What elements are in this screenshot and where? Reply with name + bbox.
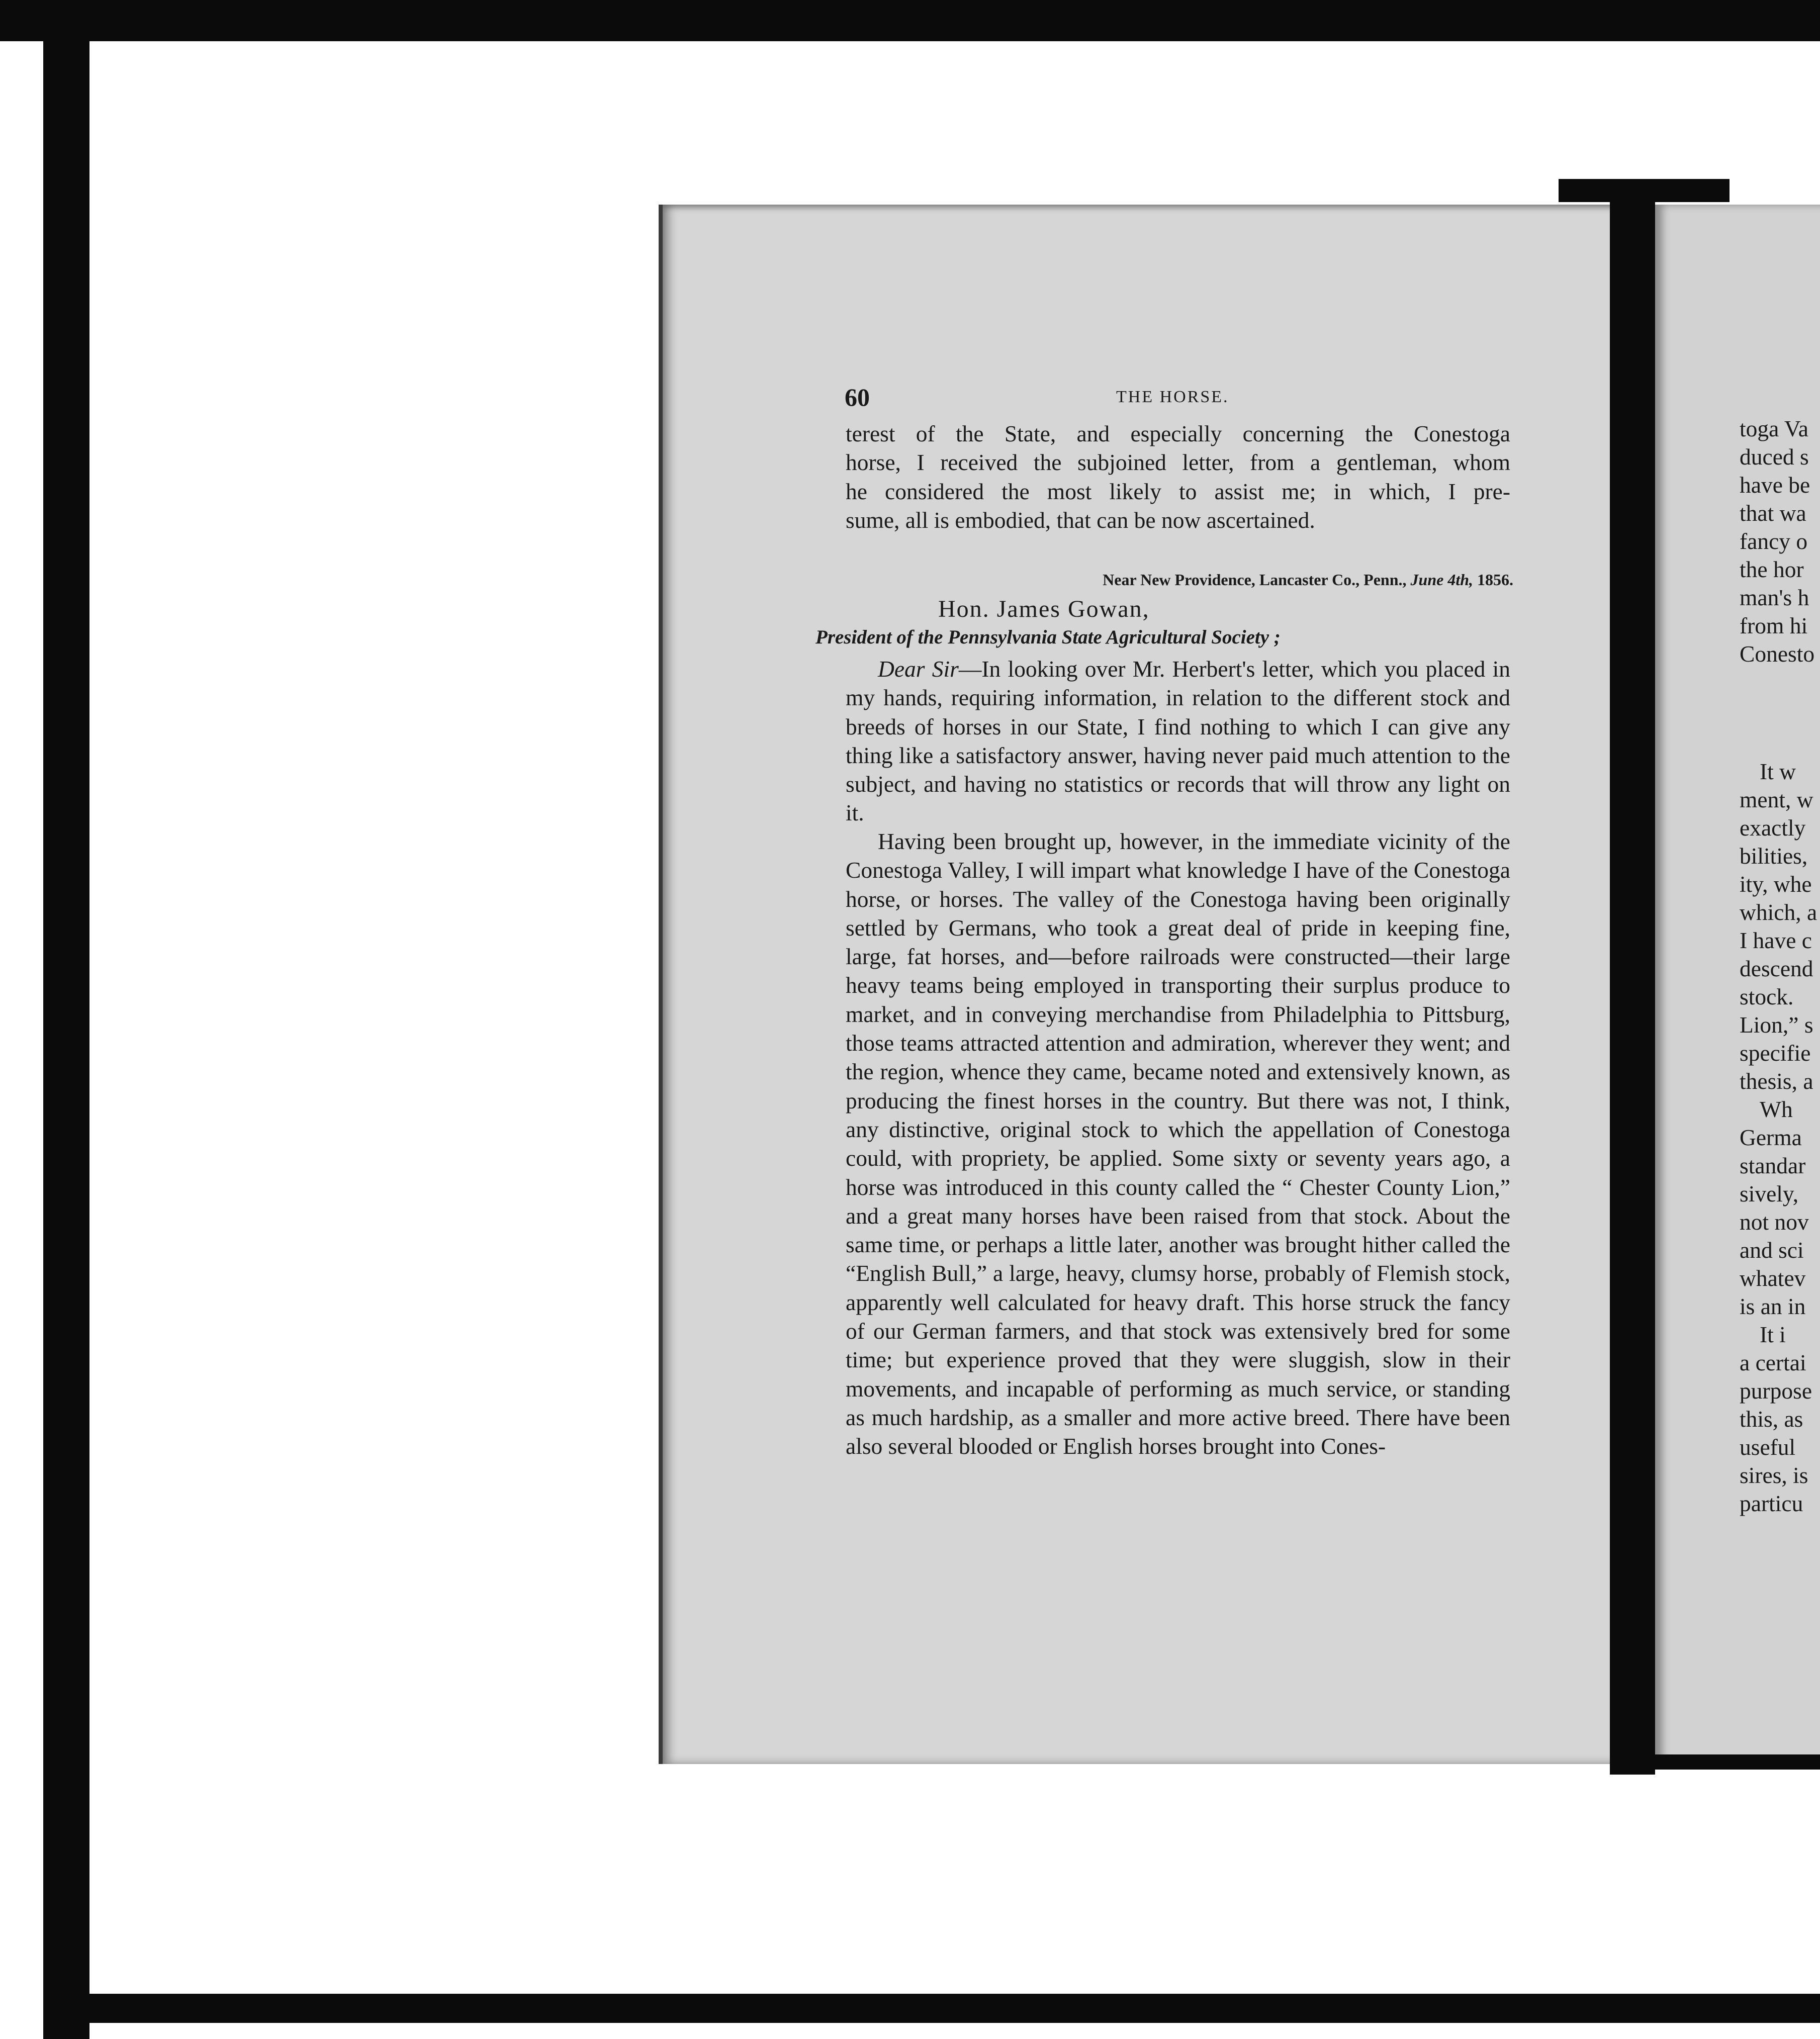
- salutation: Dear Sir: [878, 656, 959, 682]
- facing-page-line: sively,: [1740, 1181, 1799, 1207]
- dateline-place: Near New Providence, Lancaster Co., Penn.,: [1103, 571, 1407, 589]
- dateline-year: 1856.: [1477, 571, 1513, 589]
- facing-page-line: It w: [1760, 759, 1796, 784]
- facing-page-line: that wa: [1740, 500, 1806, 526]
- facing-page-line: fancy o: [1740, 528, 1808, 554]
- binding-clip-bottom: [1655, 1754, 1820, 1770]
- facing-page-line: exactly: [1740, 815, 1806, 841]
- facing-page-line: from hi: [1740, 613, 1808, 638]
- facing-page-line: whatev: [1740, 1265, 1806, 1291]
- page-header: [845, 380, 1518, 415]
- facing-page-line: a certai: [1740, 1350, 1806, 1375]
- facing-page-line: ity, whe: [1740, 871, 1812, 897]
- frame-bottom-border: [43, 1994, 1820, 2023]
- facing-page-line: stock.: [1740, 984, 1794, 1009]
- facing-page-line: useful: [1740, 1434, 1796, 1460]
- facing-page-line: sires, is: [1740, 1462, 1808, 1488]
- frame-left-border: [43, 30, 89, 2039]
- facing-page-line: It i: [1760, 1322, 1786, 1347]
- facing-page-line: is an in: [1740, 1293, 1806, 1319]
- intro-line: horse, I received the subjoined letter, from a gentleman, whom: [846, 449, 1510, 476]
- facing-page-line: bilities,: [1740, 843, 1808, 869]
- letter-text: —In looking over Mr. Herbert's letter, which you placed in my hands, requiring information, in relation to the different stock and breeds of horses in our State, I find nothing to which I can give any thing like a satisfactory answer, having never paid much attention to the subject, and having no statistics or records that will throw any light on it.: [846, 656, 1511, 826]
- letter-paragraph-2: [846, 827, 1510, 1461]
- page-number: 60: [845, 383, 870, 411]
- facing-page-line: standar: [1740, 1153, 1806, 1178]
- facing-page-line: man's h: [1740, 585, 1809, 610]
- addressee-name: Hon. James Gowan,: [938, 596, 1150, 622]
- intro-line: he considered the most likely to assist me; in which, I pre-: [846, 478, 1510, 504]
- intro-line: sume, all is embodied, that can be now ascertained.: [846, 507, 1315, 533]
- facing-page-line: have be: [1740, 472, 1810, 498]
- facing-page-line: which, a: [1740, 899, 1817, 925]
- facing-page-line: particu: [1740, 1491, 1803, 1516]
- facing-page-line: thesis, a: [1740, 1068, 1813, 1094]
- facing-page-line: descend: [1740, 956, 1813, 981]
- facing-page-line: Conesto: [1740, 641, 1815, 667]
- intro-line: terest of the State, and especially concerning the Conestoga: [846, 421, 1510, 446]
- facing-page-line: I have c: [1740, 928, 1812, 953]
- facing-page-line: purpose: [1740, 1378, 1812, 1404]
- facing-page-line: specifie: [1740, 1040, 1811, 1066]
- facing-page-line: the hor: [1740, 557, 1804, 582]
- facing-page-line: duced s: [1740, 444, 1809, 470]
- facing-page-line: Wh: [1760, 1096, 1793, 1122]
- letter-text: Having been brought up, however, in the immediate vicinity of the Conestoga Valley, I will impart what knowledge I have of the Conestoga horse, or horses. The valley of the Conestoga having been originally settled by Germans, who took a great deal of pride in keeping fine, large, fat horses, and—before railroads were constructed—their large heavy teams being employed in transporting their surplus produce to market, and in conveying merchandise from Philadelphia to Pittsburg, those teams attracted attention and admiration, wherever they went; and the region, whence they came, became noted and extensively known, as producing the finest horses in the country. But there was not, I think, any distinctive, original stock to which the appellation of Conestoga could, with propriety, be applied. Some sixty or seventy years ago, a horse was introduced in this county called the “ Chester County Lion,” and a great many horses have been raised from that stock. About the same time, or perhaps a little later, another was brought hither called the “English Bull,” a large, heavy, clumsy horse, probably of Flemish stock, apparently well calculated for heavy draft. This horse struck the fancy of our German farmers, and that stock was extensively bred for some time; but experience proved that they were sluggish, slow in their movements, and incapable of performing as much service, or standing as much hardship, as a smaller and more active breed. There have been also several blooded or English horses brought into Cones-: [846, 828, 1510, 1459]
- letter-paragraph-1: [846, 655, 1510, 827]
- addressee-title: President of the Pennsylvania State Agricultural Society ;: [815, 626, 1281, 648]
- running-head: THE HORSE.: [1116, 388, 1229, 406]
- facing-page-line: Lion,” s: [1740, 1012, 1813, 1038]
- letter-dateline: [1011, 571, 1513, 589]
- book-gutter: [1610, 191, 1655, 1775]
- dateline-date: June 4th,: [1410, 571, 1473, 589]
- facing-page-line: this, as: [1740, 1406, 1803, 1432]
- facing-page-line: and sci: [1740, 1237, 1804, 1263]
- intro-paragraph: [846, 419, 1510, 534]
- facing-page-line: ment, w: [1740, 787, 1813, 812]
- facing-page-line: not nov: [1740, 1209, 1809, 1235]
- facing-page-line: toga Va: [1740, 416, 1808, 441]
- frame-top-border: [0, 0, 1820, 41]
- facing-page-line: Germa: [1740, 1125, 1802, 1150]
